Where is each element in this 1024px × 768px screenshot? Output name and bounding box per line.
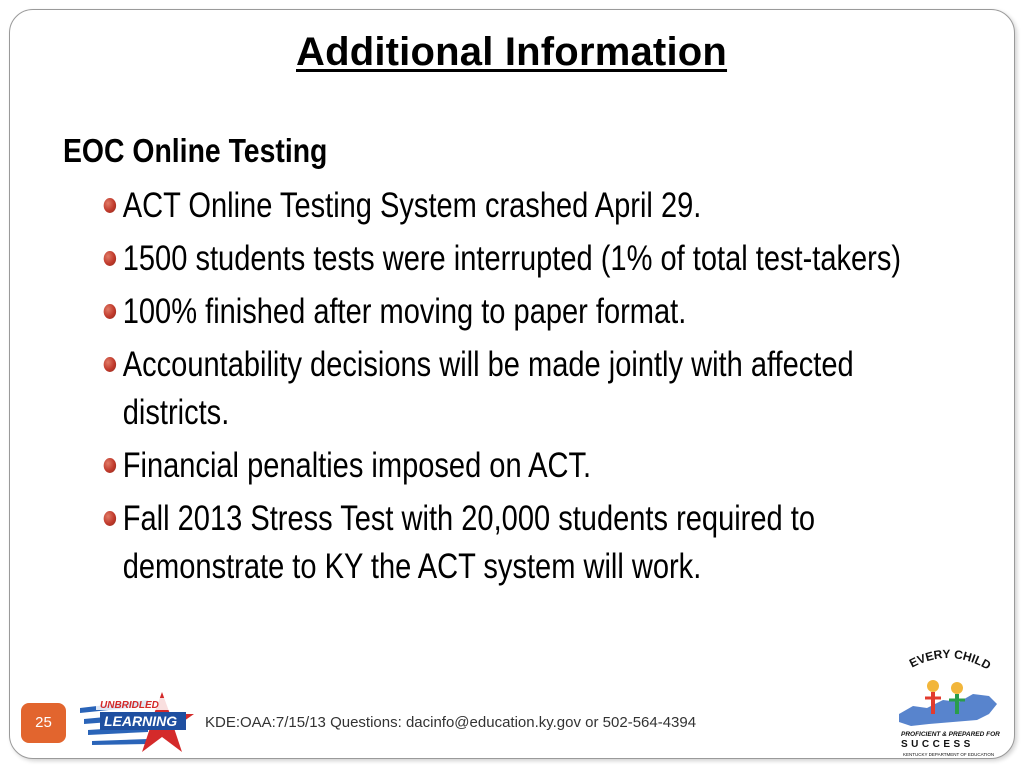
bullet-dot-icon	[104, 198, 116, 213]
bullet-item	[102, 341, 932, 437]
slide-title: Additional Information	[296, 30, 728, 74]
footer-contact-text: KDE:OAA:7/15/13 Questions: dacinfo@education.ky.gov or 502-564-4394	[205, 714, 697, 731]
unbridled-learning-icon	[78, 686, 196, 760]
bullet-text: 100% finished after moving to paper format.	[122, 292, 687, 331]
bullet-item	[102, 495, 932, 591]
bullet-dot-icon	[104, 458, 116, 473]
bullet-item	[102, 235, 932, 283]
bullet-text: Fall 2013 Stress Test with 20,000 students required to demonstrate to KY the ACT system will work.	[122, 499, 815, 586]
bullet-text: Accountability decisions will be made jointly with affected districts.	[122, 345, 854, 432]
bullet-item	[102, 442, 932, 490]
every-child-icon	[893, 648, 1003, 760]
bullet-text: 1500 students tests were interrupted (1% of total test-takers)	[122, 239, 902, 278]
bullet-item	[102, 288, 932, 336]
every-child-logo	[893, 648, 1003, 760]
logo-text-every-child: EVERY CHILD	[906, 648, 994, 673]
unbridled-learning-logo	[78, 686, 196, 760]
logo-text-kde: KENTUCKY DEPARTMENT OF EDUCATION	[903, 752, 995, 757]
bullet-dot-icon	[104, 304, 116, 319]
logo-text-proficient: PROFICIENT & PREPARED FOR	[901, 731, 1000, 738]
logo-text-unbridled: UNBRIDLED	[100, 700, 159, 711]
logo-text-success: SUCCESS	[901, 739, 974, 750]
bullet-dot-icon	[104, 511, 116, 526]
page-number-badge: 25	[21, 703, 66, 743]
section-heading: EOC Online Testing	[63, 132, 328, 169]
bullet-text: Financial penalties imposed on ACT.	[122, 446, 592, 485]
bullet-dot-icon	[104, 357, 116, 372]
bullet-text: ACT Online Testing System crashed April 29.	[122, 186, 702, 225]
bullet-list	[102, 182, 932, 596]
bullet-dot-icon	[104, 251, 116, 266]
bullet-item	[102, 182, 932, 230]
logo-text-learning: LEARNING	[104, 713, 178, 729]
